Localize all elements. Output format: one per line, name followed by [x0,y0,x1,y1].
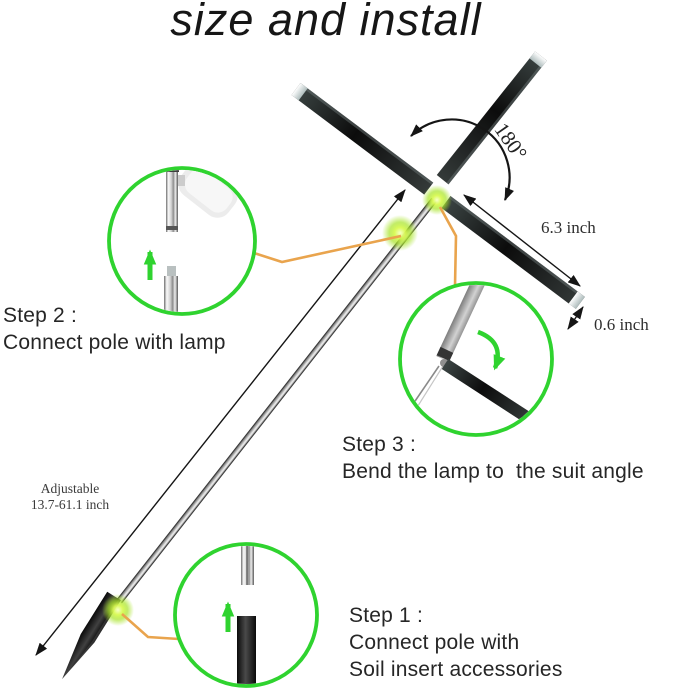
step3-line1: Bend the lamp to the suit angle [342,460,644,483]
step2-text-block [3,302,226,356]
lower-pole-connector [167,266,176,277]
step1-text-block [349,602,563,683]
pole-clamp [178,175,185,186]
tube-seam [246,546,248,585]
arm-length-dimension-arrow-icon [464,195,580,286]
arm-width-label: 0.6 inch [594,315,649,334]
step2-label: Step 2 : [3,304,77,327]
step3-label: Step 3 : [342,433,416,456]
connector-step3 [440,207,456,286]
step2-line1: Connect pole with lamp [3,331,226,354]
arm-length-label: 6.3 inch [541,218,596,237]
step1-label: Step 1 : [349,604,423,627]
arm-width-dimension-arrow-icon [568,307,583,329]
tube-end-ring [166,226,178,230]
lamp-arm-top-left [291,83,433,195]
step1-line2: Soil insert accessories [349,658,563,681]
led-glow-center [422,185,452,215]
led-glow-pole [382,215,418,251]
soil-stake-top [237,616,256,688]
upper-pole-tube [166,170,178,232]
step3-text-block [342,431,644,485]
zoom-circle-step3 [400,283,552,435]
adjustable-word: Adjustable [40,481,100,496]
adjustable-length-label [18,481,122,512]
page-title: size and install [170,0,482,45]
connector-step2 [254,236,401,262]
adjustable-range: 13.7-61.1 inch [30,496,110,512]
lamp-arm-top-right [437,51,547,184]
step1-line1: Connect pole with [349,631,520,654]
lamp-cross [291,51,584,309]
rotation-angle-label: 180° [489,118,533,165]
